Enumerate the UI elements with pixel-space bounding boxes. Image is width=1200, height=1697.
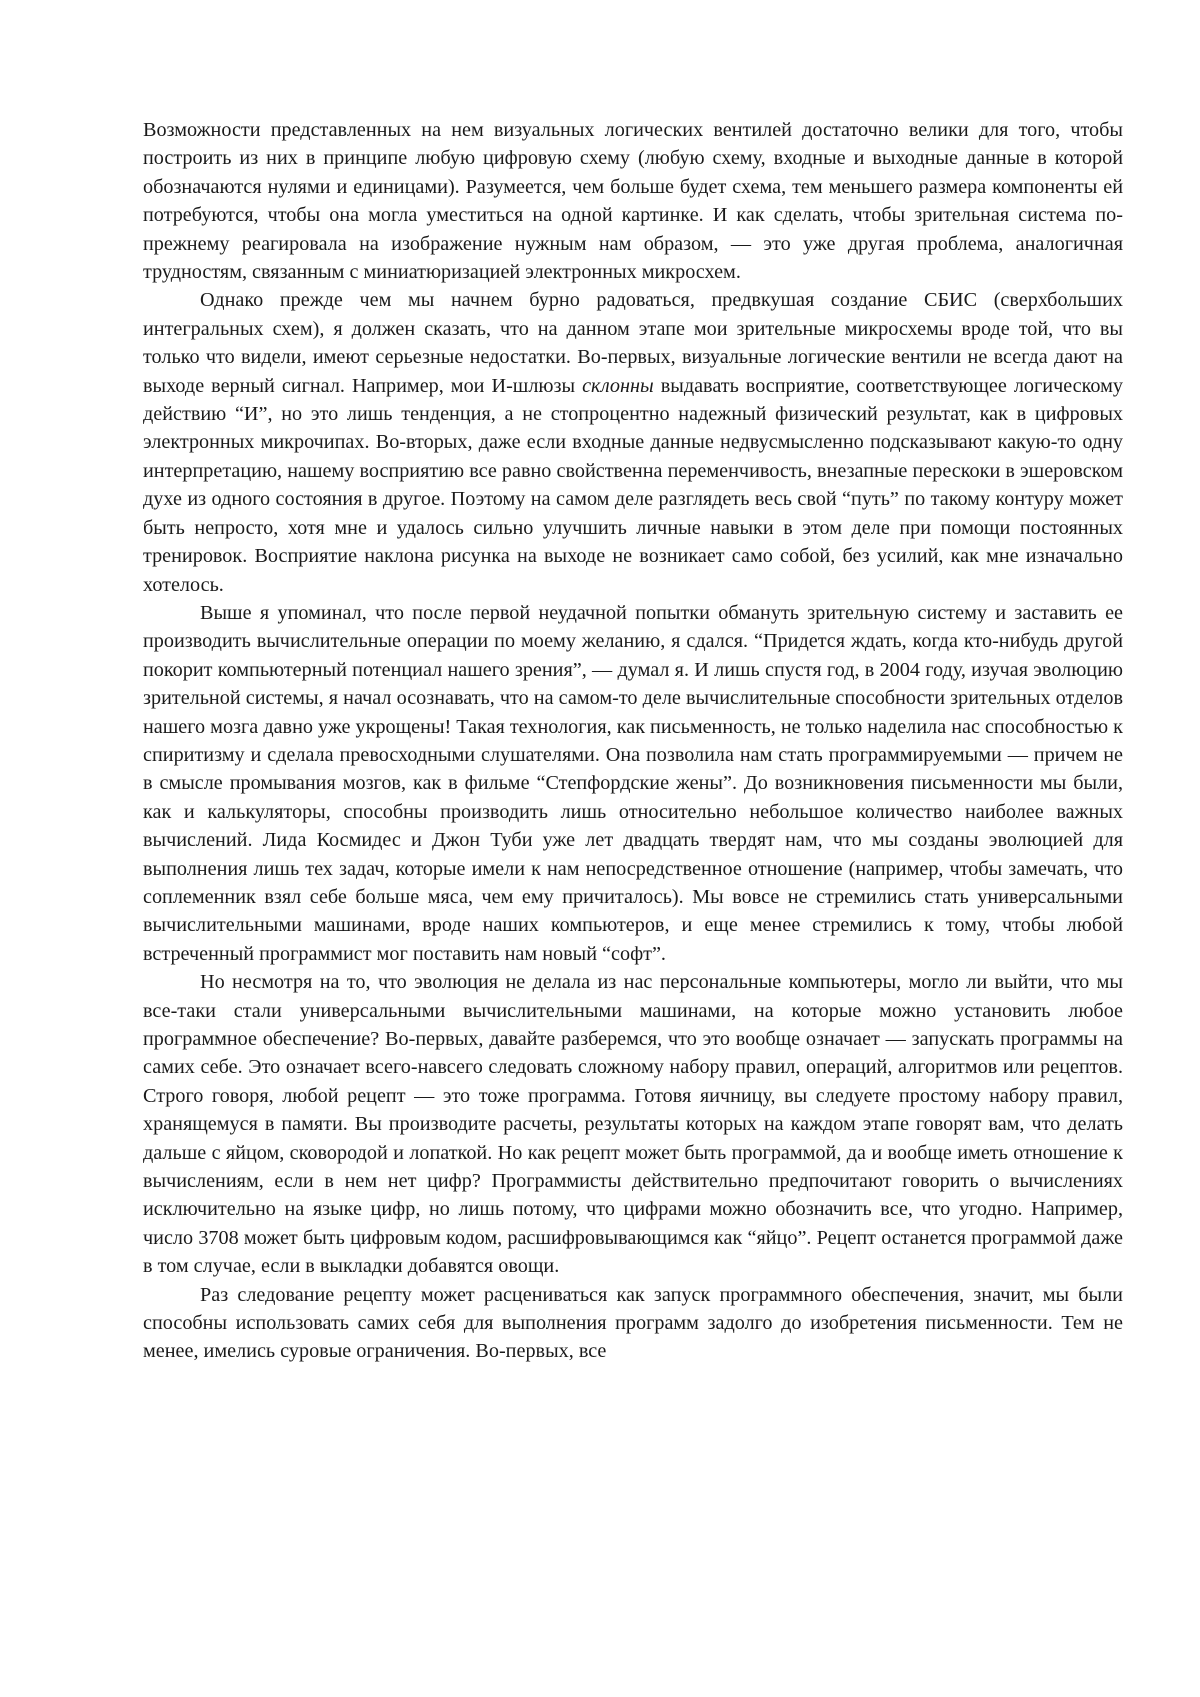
paragraph-5: Раз следование рецепту может расцениваться как запуск программного обеспечения, значит, мы были способны использовать самих себя для выполнения программ задолго до изобретения письменности. Тем не менее, имелись суровые ограничения. Во-первых, все xyxy=(143,1283,1123,1363)
paragraph-3: Выше я упоминал, что после первой неудачной попытки обмануть зрительную систему и заставить ее производить вычислительные операции по моему желанию, я сдался. “Придется ждать, когда кто-нибудь другой покорит компьютерный потенциал нашего зрения”, — думал я. И лишь спустя год, в 2004 году, изучая эволюцию зрительной системы, я начал осознавать, что на самом-то деле вычислительные способности зрительных отделов нашего мозга давно уже укрощены! Такая технология, как письменность, не только наделила нас способностью к спиритизму и сделала превосходными слушателями. Она позволила нам стать программируемыми — причем не в смысле промывания мозгов, как в фильме “Степфордские жены”. До возникновения письменности мы были, как и калькуляторы, способны производить лишь относительно небольшое количество наиболее важных вычислений. Лида Космидес и Джон Туби уже лет двадцать твердят нам, что мы созданы эволюцией для выполнения лишь тех задач, которые имели к нам непосредственное отношение (например, чтобы замечать, что соплеменник взял себе больше мяса, чем ему причиталось). Мы вовсе не стремились стать универсальными вычислительными машинами, вроде наших компьютеров, и еще менее стремились к тому, чтобы любой встреченный программист мог поставить нам новый “софт”. xyxy=(143,601,1123,965)
paragraph-4: Но несмотря на то, что эволюция не делала из нас персональные компьютеры, могло ли выйти, что мы все-таки стали универсальными вычислительными машинами, на которые можно установить любое программное обеспечение? Во-первых, давайте разберемся, что это вообще означает — запускать программы на самих себе. Это означает всего-навсего следовать сложному набору правил, операций, алгоритмов или рецептов. Строго говоря, любой рецепт — это тоже программа. Готовя яичницу, вы следуете простому набору правил, хранящемуся в памяти. Вы производите расчеты, результаты которых на каждом этапе говорят вам, что делать дальше с яйцом, сковородой и лопаткой. Но как рецепт может быть программой, да и вообще иметь отношение к вычислениям, если в нем нет цифр? Программисты действительно предпочитают говорить о вычислениях исключительно на языке цифр, но лишь потому, что цифрами можно обозначить все, что угодно. Например, число 3708 может быть цифровым кодом, расшифровывающимся как “яйцо”. Рецепт останется программой даже в том случае, если в выкладки добавятся овощи. xyxy=(143,971,1123,1278)
paragraph-1: Возможности представленных на нем визуальных логических вентилей достаточно велики для того, чтобы построить из них в принципе любую цифровую схему (любую схему, входные и выходные данные в которой обозначаются нулями и единицами). Разумеется, чем больше будет схема, тем меньшего размера компоненты ей потребуются, чтобы она могла уместиться на одной картинке. И как сделать, чтобы зрительная система по-прежнему реагировала на изображение нужным нам образом, — это уже другая проблема, аналогичная трудностям, связанным с миниатюризацией электронных микросхем. xyxy=(143,119,1123,284)
paragraph-2-text-before: Однако прежде чем мы начнем бурно радоваться, предвкушая создание СБИС (сверхбольших интегральных схем), я должен сказать, что на данном этапе мои зрительные микросхемы вроде той, что вы только что видели, имеют серьезные недостатки. Во-первых, визуальные логические вентили не всегда дают на выходе верный сигнал. Например, мои И-шлюзы xyxy=(143,289,1123,397)
paragraph-2-text-after: выдавать восприятие, соответствующее логическому действию “И”, но это лишь тенденция, а не стопроцентно надежный физический результат, как в цифровых электронных микрочипах. Во-вторых, даже если входные данные недвусмысленно подсказывают какую-то одну интерпретацию, нашему восприятию все равно свойственна переменчивость, внезапные перескоки в эшеровском духе из одного состояния в другое. Поэтому на самом деле разглядеть весь свой “путь” по такому контуру может быть непросто, хотя мне и удалось сильно улучшить личные навыки в этом деле при помощи постоянных тренировок. Восприятие наклона рисунка на выходе не возникает само собой, без усилий, как мне изначально хотелось. xyxy=(143,374,1124,596)
document-page xyxy=(143,116,1123,1366)
paragraph-2 xyxy=(143,286,1123,598)
paragraph-2-emphasis: склонны xyxy=(582,374,654,397)
